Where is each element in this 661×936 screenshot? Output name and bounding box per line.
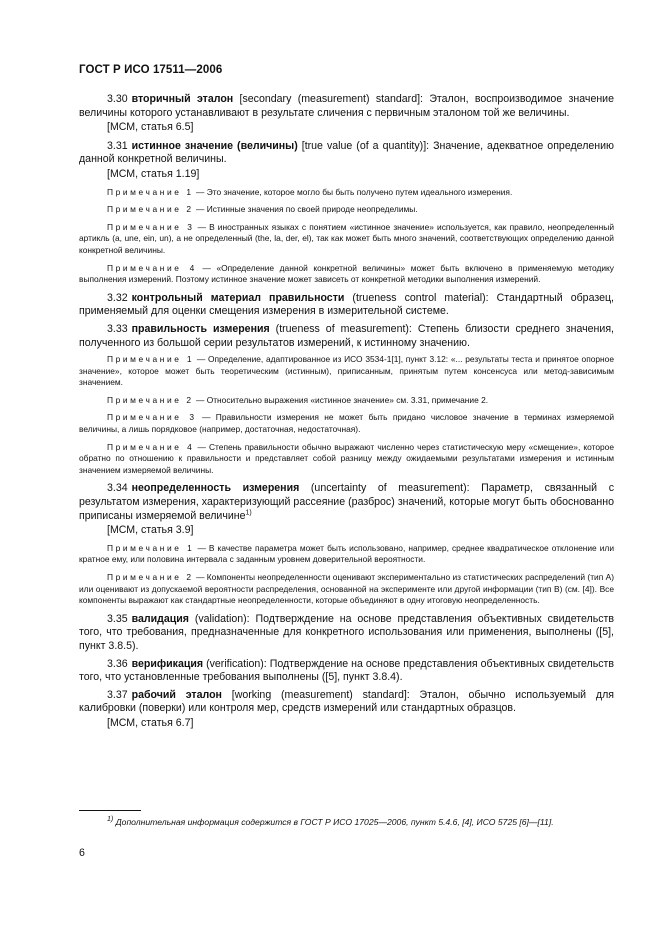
entry-3-37: 3.37 рабочий эталон [working (measurement) standard]: Эталон, обычно используемый для калибровки (поверки) или контроля мер, средств измерений или стандартных образцов. xyxy=(79,688,614,715)
note: Примечание 1 — Это значение, которое могло бы быть получено путем идеального измерения. xyxy=(107,186,513,197)
note: Примечание 3 — В иностранных языках с понятием «истинное значение» используется, как правило, неопределенный артикль (a, une, ein, un), а не определенный (the, la, der, el), так как может быть много значений, соответствующих определению данной конкретной величины. xyxy=(79,221,614,255)
entry-source: [МСМ, статья 3.9] xyxy=(107,524,194,537)
document-body xyxy=(79,93,614,736)
term-name: неопределенность измерения xyxy=(131,482,300,495)
footnote: $^{1)}$ Дополнительная информация содержится в ГОСТ Р ИСО 17025—2006, пункт 5.4.6, [4], ИСО 5725 [6]—[11]. xyxy=(107,816,554,827)
footnote-ref: 1) xyxy=(245,509,252,517)
note: Примечание 1 — Определение, адаптированное из ИСО 3534-1[1], пункт 3.12: «... результаты теста и принятое опорное значение», которое может быть теоретическим (истинным), приписанным, принятым путем консенсуса или метод-зависимым значением. xyxy=(79,354,614,388)
term-name: рабочий эталон xyxy=(131,688,222,701)
note: Примечание 4 — Степень правильности обычно выражают численно через статистическую меру «смещение», которое обратно по отношению к правильности и представляет собой разницу между ожидаемыми результатами измерения и истинным значением измеряемой величины. xyxy=(79,441,614,475)
entry-source: [МСМ, статья 1.19] xyxy=(107,167,200,180)
entry-source: [МСМ, статья 6.5] xyxy=(107,121,194,134)
term-name: истинное значение (величины) xyxy=(131,139,298,152)
term-name: валидация xyxy=(131,612,189,625)
footnote-divider xyxy=(79,810,141,811)
note: Примечание 2 — Истинные значения по своей природе неопределимы. xyxy=(107,204,418,215)
entry-3-33: 3.33 правильность измерения (trueness of measurement): Степень близости среднего значения, полученного из большой серии результатов измерений, к истинному значению. xyxy=(79,322,615,349)
entry-3-30: 3.30 вторичный эталон [secondary (measurement) standard]: Эталон, воспроизводимое значение величины которого устанавливают в результате сличения с первичным эталоном той же величины. xyxy=(79,93,614,119)
note: Примечание 2 — Относительно выражения «истинное значение» см. 3.31, примечание 2. xyxy=(107,394,489,405)
term-name: правильность измерения xyxy=(131,322,270,335)
footnote-mark: 1) xyxy=(107,816,114,824)
note: Примечание 2 — Компоненты неопределенности оценивают экспериментально из статистических распределений (тип A) или оценивают из допускаемой вероятности распределения, основанной на эксперименте или другой информации (тип B) (см. [4]). Все компоненты выражают как стандартные неопределенности, которые объединяют в одну итоговую неопределенность. xyxy=(79,572,614,606)
term-name: верификация xyxy=(131,657,204,670)
entry-3-34: 3.34 неопределенность измерения (uncertainty of measurement): Параметр, связанный с результатом измерения, характеризующий рассеяние (разброс) значений, которые могут быть обоснованно приписаны измеряемой величине$^{1)}$ xyxy=(79,482,615,522)
page-header: ГОСТ Р ИСО 17511—2006 xyxy=(79,64,223,76)
entry-source: [МСМ, статья 6.7] xyxy=(107,716,194,729)
note: Примечание 3 — Правильности измерения не может быть придано числовое значение в терминах измеряемой величины, а лишь порядковое (например, достаточная, недостаточная). xyxy=(79,412,614,435)
page-number: 6 xyxy=(79,847,85,859)
entry-3-31: 3.31 истинное значение (величины) [true value (of a quantity)]: Значение, адекватное определению данной конкретной величины. xyxy=(79,139,614,166)
entry-3-32: 3.32 контрольный материал правильности (trueness control material): Стандартный образец, применяемый для оценки смещения измерения в измерительной системе. xyxy=(79,291,614,318)
note: Примечание 1 — В качестве параметра может быть использовано, например, среднее квадратическое отклонение или кратное ему, или половина интервала с заданным уровнем доверительной вероятности. xyxy=(79,542,614,565)
term-name: вторичный эталон xyxy=(131,93,234,105)
entry-3-36: 3.36 верификация (verification): Подтверждение на основе представления объективных свидетельств того, что установленные требования выполнены ([5], пункт 3.8.4). xyxy=(79,657,614,684)
note: Примечание 4 — «Определение данной конкретной величины» может быть включено в применяемую методику выполнения измерений. Поэтому истинное значение может зависеть от конкретной методики выполнения измерений. xyxy=(79,262,614,285)
term-name: контрольный материал правильности xyxy=(131,291,345,304)
entry-3-35: 3.35 валидация (validation): Подтверждение на основе представления объективных свидетельств того, что требования, предназначенные для конкретного использования или применения, выполнены ([5], пункт 3.8.5). xyxy=(79,612,614,652)
